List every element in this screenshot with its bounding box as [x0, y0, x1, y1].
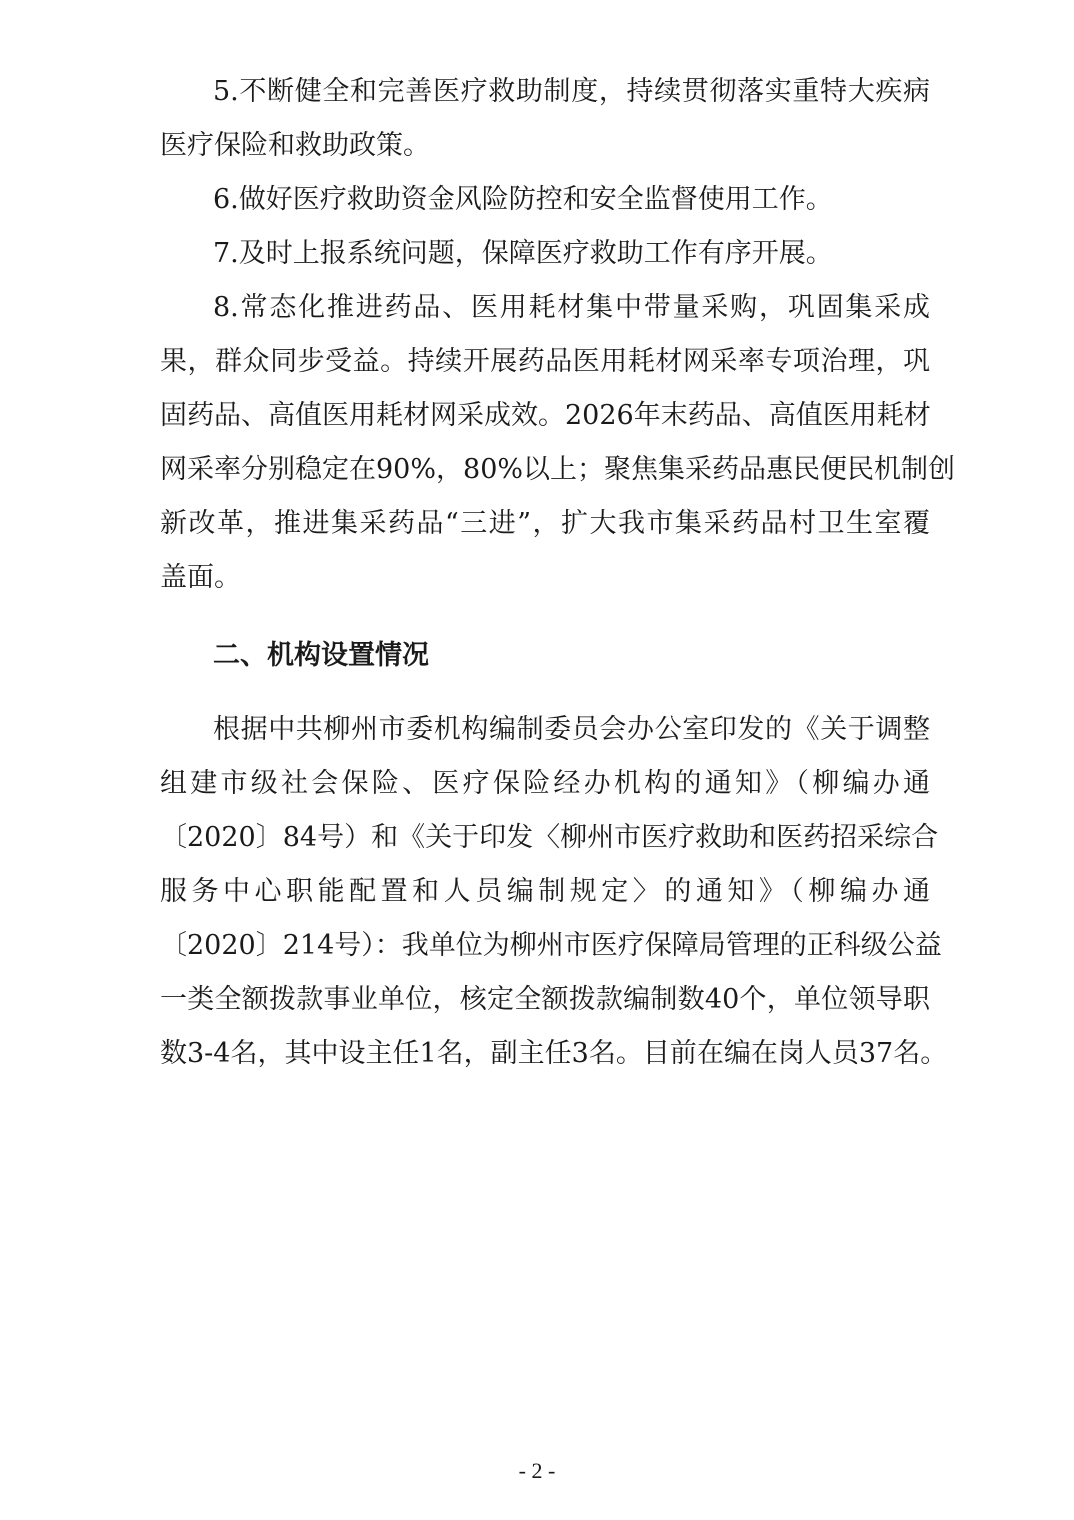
- section2-line6: 一类全额拨款事业单位，核定全额拨款编制数40个，单位领导职: [160, 984, 930, 1015]
- item8-line3: 固药品、高值医用耗材网采成效。2026年末药品、高值医用耗材: [160, 400, 931, 431]
- item8-line5: 新改革，推进集采药品“三进”，扩大我市集采药品村卫生室覆: [160, 508, 930, 539]
- item8-line2: 果，群众同步受益。持续开展药品医用耗材网采率专项治理，巩: [160, 346, 930, 377]
- section2-line4: 服务中心职能配置和人员编制规定〉的通知》（柳编办通: [160, 876, 930, 907]
- section2-line7: 数3-4名，其中设主任1名，副主任3名。目前在编在岗人员37名。: [160, 1038, 948, 1069]
- section2-line5: 〔2020〕214号）：我单位为柳州市医疗保障局管理的正科级公益: [160, 930, 942, 961]
- item8-line1: 8.常态化推进药品、医用耗材集中带量采购，巩固集采成: [213, 292, 930, 323]
- item8-line6: 盖面。: [160, 562, 241, 593]
- item6-line: 6.做好医疗救助资金风险防控和安全监督使用工作。: [213, 184, 833, 215]
- section-heading: 二、机构设置情况: [213, 640, 429, 671]
- page-number: - 2 -: [518, 1458, 556, 1483]
- item8-line4: 网采率分别稳定在90%，80%以上；聚焦集采药品惠民便民机制创: [160, 454, 956, 485]
- section2-line3: 〔2020〕84号）和《关于印发〈柳州市医疗救助和医药招采综合: [160, 822, 939, 853]
- section2-line1: 根据中共柳州市委机构编制委员会办公室印发的《关于调整: [213, 714, 930, 745]
- item7-line: 7.及时上报系统问题，保障医疗救助工作有序开展。: [213, 238, 833, 269]
- item5-line1: 5.不断健全和完善医疗救助制度，持续贯彻落实重特大疾病: [213, 76, 930, 107]
- section2-line2: 组建市级社会保险、医疗保险经办机构的通知》（柳编办通: [160, 768, 930, 799]
- item5-line2: 医疗保险和救助政策。: [160, 130, 430, 161]
